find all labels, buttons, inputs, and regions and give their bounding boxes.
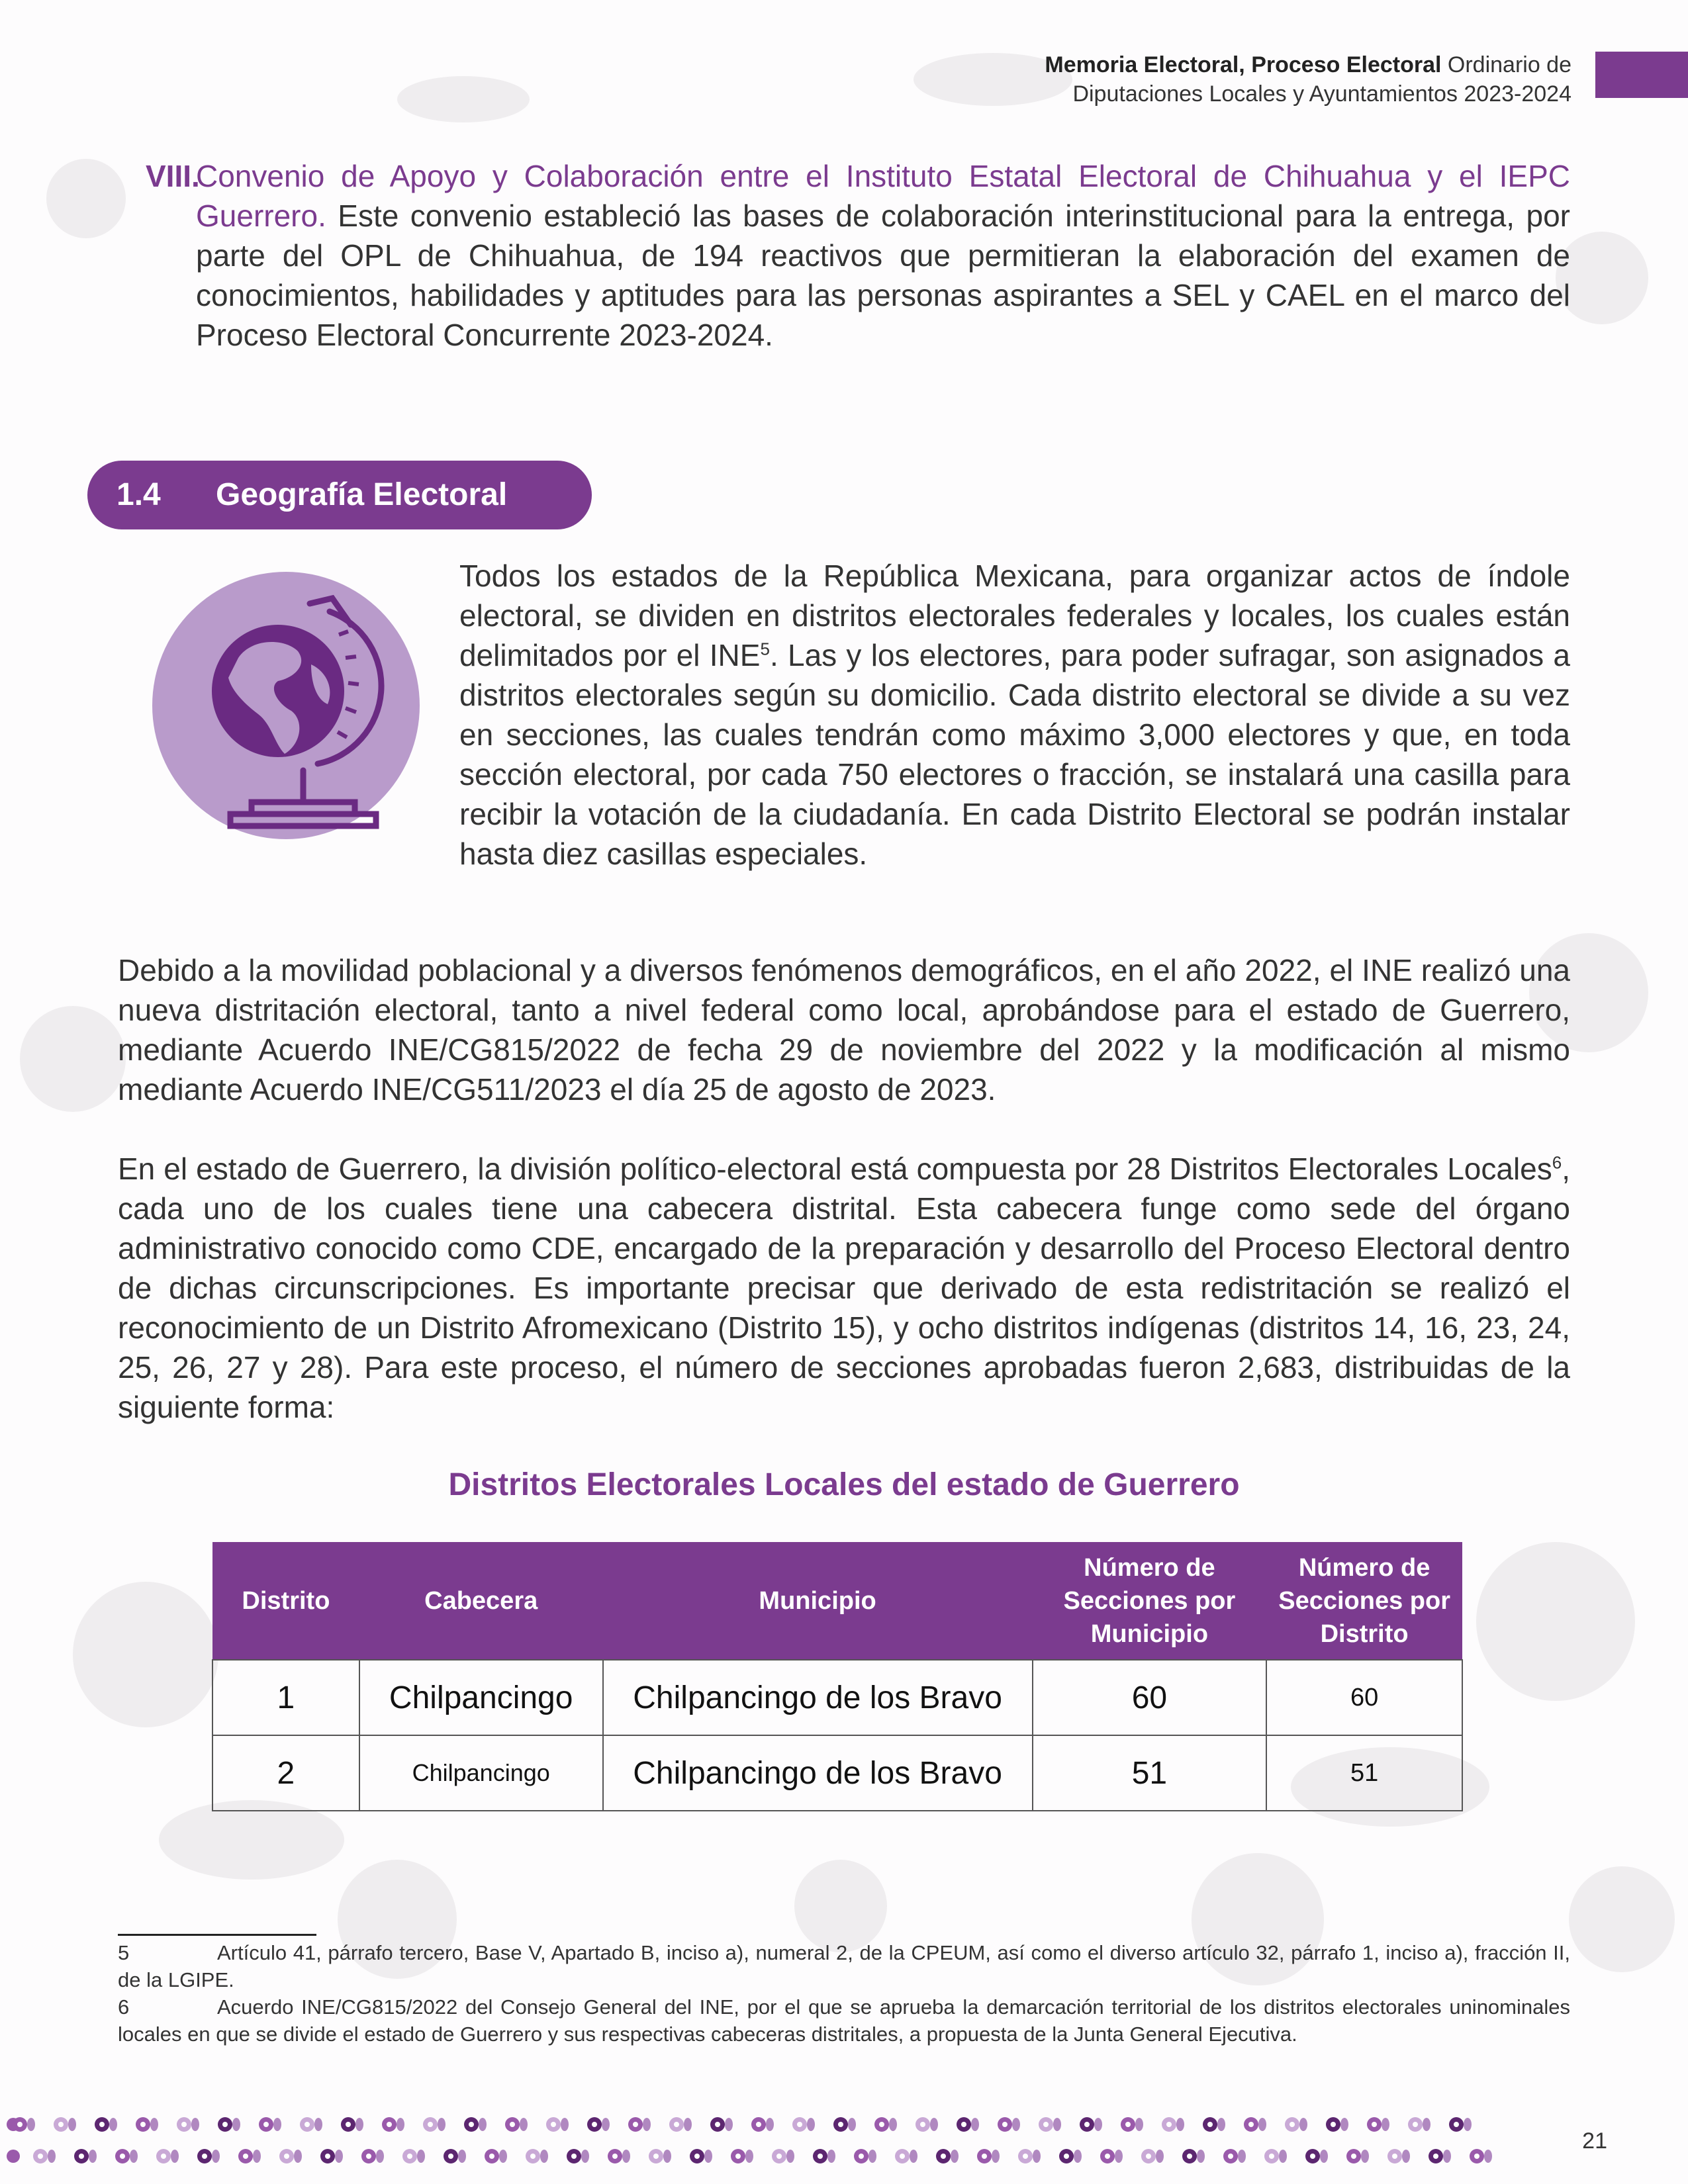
border-motif — [915, 2117, 959, 2163]
border-motif — [587, 2117, 630, 2163]
intro-text-b: . Las y los electores, para poder sufragar, son asignados a distritos electorales según su domicilio. Cada distrito electoral se divide a su vez en secciones, las cuales tendrán como máximo 3,000 electores y que, en toda sección electoral, por cada 750 electores o fracción, se instalará una casilla para recibir la votación de la ciudadanía. En cada Distrito Electoral se podrán instalar hasta diez casillas especiales. — [459, 638, 1570, 871]
border-motif — [1080, 2117, 1123, 2163]
border-motif — [341, 2117, 384, 2163]
header-accent-tab — [1595, 52, 1688, 98]
division-text-b: , cada uno de los cuales tiene una cabecera distrital. Esta cabecera funge como sede del órgano administrativo conocido como CDE, encargado de la preparación y desarrollo del Proceso Electoral dentro de dichas circunscripciones. Es importante precisar que derivado de esta redistritación se realizó el reconocimiento de un Distrito Afromexicano (Distrito 15), y ocho distritos indígenas (distritos 14, 16, 23, 24, 25, 26, 27 y 28). Para este proceso, el número de secciones aprobadas fueron 2,683, distribuidas de la siguiente forma: — [118, 1152, 1570, 1424]
border-motif — [669, 2117, 712, 2163]
table-row — [212, 1735, 1462, 1811]
table-header-row — [212, 1542, 1462, 1660]
list-item-body — [146, 156, 1570, 355]
border-motif — [998, 2117, 1041, 2163]
list-item-lead: Convenio de Apoyo y Colaboración entre el Instituto Estatal Electoral de Chihuahua y el IEPC Guerrero. — [196, 159, 1570, 233]
border-motif — [1244, 2117, 1287, 2163]
border-motif — [710, 2117, 753, 2163]
border-motif — [1285, 2117, 1328, 2163]
intro-paragraph — [459, 556, 1570, 874]
cell-distrito: 2 — [212, 1735, 359, 1811]
border-motif — [300, 2117, 343, 2163]
border-motif — [95, 2117, 138, 2163]
decorative-border-band — [0, 2109, 1503, 2172]
footnote-5 — [118, 1939, 1570, 1993]
border-motif — [54, 2117, 97, 2163]
footnote-number: 6 — [118, 1995, 130, 2019]
footnote-number: 5 — [118, 1941, 130, 1964]
border-motif — [1367, 2117, 1410, 2163]
border-motif — [1121, 2117, 1164, 2163]
footnote-text: Artículo 41, párrafo tercero, Base V, Apartado B, inciso a), numeral 2, de la CPEUM, así como el diverso artículo 32, párrafo 1, inciso a), fracción II, de la LGIPE. — [118, 1941, 1570, 1991]
header-title-rest: Ordinario de — [1441, 52, 1571, 77]
cell-municipio: Chilpancingo de los Bravo — [603, 1660, 1033, 1735]
paragraph-division — [118, 1149, 1570, 1427]
border-motif — [423, 2117, 466, 2163]
border-motif — [1162, 2117, 1205, 2163]
cell-cabecera: Chilpancingo — [359, 1735, 603, 1811]
table-title: Distritos Electorales Locales del estado de Guerrero — [448, 1467, 1240, 1502]
border-motif — [1408, 2117, 1451, 2163]
table-row — [212, 1660, 1462, 1735]
districts-table — [212, 1542, 1463, 1811]
footnote-text: Acuerdo INE/CG815/2022 del Consejo General del INE, por el que se aprueba la demarcación territorial de los distritos electorales uninominales locales en que se divide el estado de Guerrero y sus respectivas cabeceras distritales, a propuesta de la Junta General Ejecutiva. — [118, 1995, 1570, 2046]
border-motif — [874, 2117, 917, 2163]
list-item-text: Este convenio estableció las bases de colaboración interinstitucional para la entrega, por parte del OPL de Chihuahua, de 194 reactivos que permitieran la elaboración del examen de conocimientos, habilidades y aptitudes para las personas aspirantes a SEL y CAEL en el marco del Proceso Electoral Concurrente 2023-2024. — [196, 199, 1570, 352]
border-motif — [751, 2117, 794, 2163]
running-header — [645, 50, 1571, 109]
border-motif — [382, 2117, 425, 2163]
cell-secciones-distrito: 51 — [1266, 1735, 1462, 1811]
paragraph-distritacion: Debido a la movilidad poblacional y a diversos fenómenos demográficos, en el año 2022, el INE realizó una nueva distritación electoral, tanto a nivel federal como local, aprobándose para el estado de Guerrero, mediante Acuerdo INE/CG815/2022 de fecha 29 de noviembre del 2022 y la modificación al mismo mediante Acuerdo INE/CG511/2023 el día 25 de agosto de 2023. — [118, 953, 1570, 1107]
border-motif — [136, 2117, 179, 2163]
border-motif — [218, 2117, 261, 2163]
intro-text-a: Todos los estados de la República Mexicana, para organizar actos de índole electoral, se dividen en distritos electorales federales y locales, los cuales están delimitados por el INE — [459, 559, 1570, 672]
cell-secciones-distrito: 60 — [1266, 1660, 1462, 1735]
border-motif — [505, 2117, 548, 2163]
border-motif — [546, 2117, 589, 2163]
border-motif — [1449, 2117, 1492, 2163]
section-number: 1.4 — [117, 477, 161, 512]
globe-icon — [152, 572, 420, 839]
cell-cabecera: Chilpancingo — [359, 1660, 603, 1735]
border-motif — [259, 2117, 302, 2163]
footnote-ref-5[interactable]: 5 — [760, 639, 770, 659]
cell-secciones-municipio: 51 — [1033, 1735, 1267, 1811]
column-header-cabecera: Cabecera — [359, 1542, 603, 1660]
list-item-marker: VIII. — [146, 159, 200, 193]
column-header-secciones-municipio: Número de Secciones por Municipio — [1033, 1542, 1267, 1660]
border-motif — [177, 2117, 220, 2163]
border-motif — [1326, 2117, 1369, 2163]
section-title: Geografía Electoral — [216, 477, 508, 512]
border-motif — [464, 2117, 507, 2163]
division-text-a: En el estado de Guerrero, la división político-electoral está compuesta por 28 Distritos Electorales Locales — [118, 1152, 1552, 1186]
cell-secciones-municipio: 60 — [1033, 1660, 1267, 1735]
list-item-viii — [146, 156, 1570, 355]
page-number: 21 — [1582, 2128, 1607, 2154]
header-line-2: Diputaciones Locales y Ayuntamientos 2023-2024 — [1072, 81, 1571, 107]
column-header-distrito: Distrito — [212, 1542, 359, 1660]
footnote-ref-6[interactable]: 6 — [1552, 1152, 1562, 1173]
section-heading — [87, 461, 592, 529]
border-motif — [1203, 2117, 1246, 2163]
border-motif — [792, 2117, 835, 2163]
footnote-6 — [118, 1993, 1570, 2048]
column-header-municipio: Municipio — [603, 1542, 1033, 1660]
column-header-secciones-distrito: Número de Secciones por Distrito — [1266, 1542, 1462, 1660]
border-motif — [1039, 2117, 1082, 2163]
footnotes — [118, 1939, 1570, 2048]
cell-distrito: 1 — [212, 1660, 359, 1735]
border-motif — [628, 2117, 671, 2163]
border-motif — [833, 2117, 876, 2163]
header-line-1 — [645, 50, 1571, 79]
cell-municipio: Chilpancingo de los Bravo — [603, 1735, 1033, 1811]
header-title-bold: Memoria Electoral, Proceso Electoral — [1045, 52, 1442, 77]
footnote-divider — [118, 1934, 316, 1936]
border-motif — [957, 2117, 1000, 2163]
